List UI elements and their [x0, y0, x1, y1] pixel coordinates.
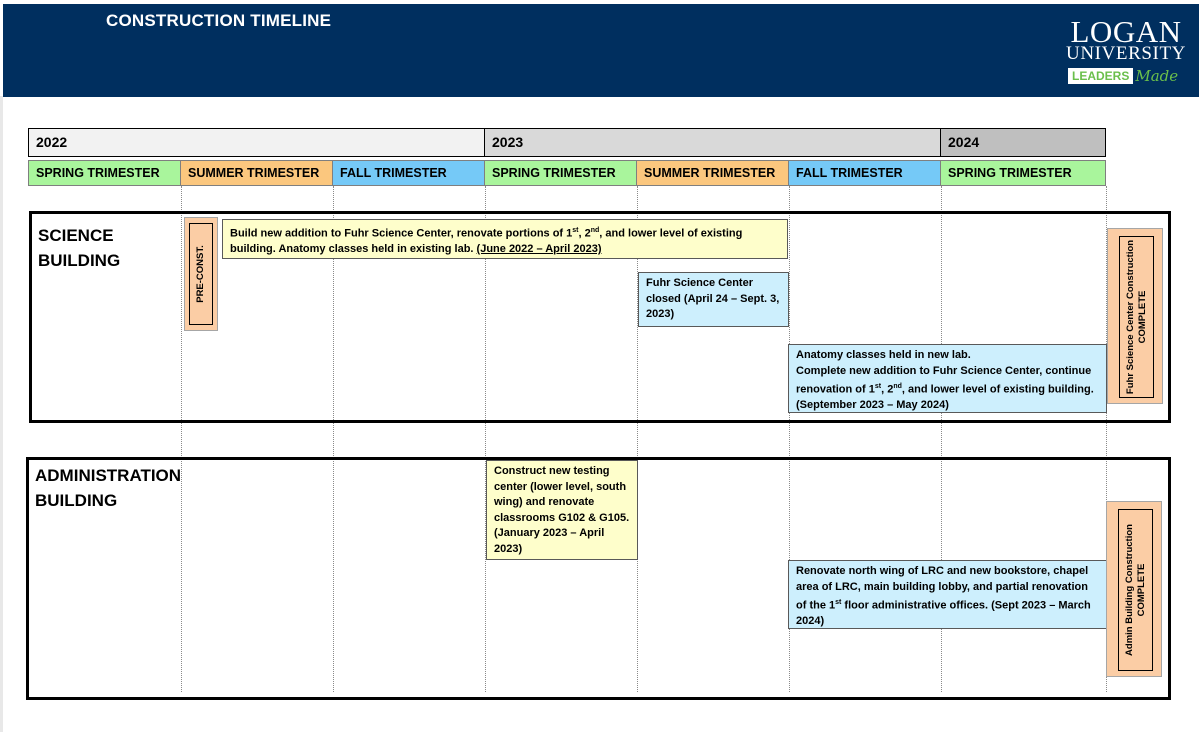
sup-st: st — [874, 383, 882, 390]
year-label: 2024 — [948, 134, 980, 150]
trimester-label: SUMMER TRIMESTER — [644, 166, 776, 180]
science-label-line2: BUILDING — [38, 251, 121, 270]
lrc-text: Renovate north wing of LRC and new bookstore, chapel area of LRC, main building lobby, and partial renovation of the 1 — [796, 565, 1089, 612]
trimester-label: FALL TRIMESTER — [796, 166, 903, 180]
year-label: 2023 — [492, 134, 524, 150]
trimester-summer-2023 — [636, 160, 789, 186]
newlab-dates: (September 2023 – May 2024) — [796, 399, 949, 412]
header-banner — [3, 4, 1199, 97]
admin-label-line1: ADMINISTRATION — [35, 466, 182, 485]
trimester-label: SPRING TRIMESTER — [36, 166, 160, 180]
addition-text: Build new addition to Fuhr Science Center, renovate portions of 1 — [230, 227, 573, 240]
sup-st: st — [572, 227, 579, 234]
logo-tag-made: Made — [1135, 67, 1179, 85]
admin-label-line2: BUILDING — [35, 491, 118, 510]
trimester-label: SPRING TRIMESTER — [492, 166, 616, 180]
science-newlab-box — [788, 344, 1107, 413]
addition-text: , 2 — [578, 227, 591, 240]
trimester-summer-2022 — [180, 160, 333, 186]
sup-st: st — [835, 599, 842, 606]
year-2023 — [484, 128, 941, 157]
trimester-label: FALL TRIMESTER — [340, 166, 447, 180]
science-complete-label — [1125, 240, 1149, 394]
year-2022 — [28, 128, 485, 157]
complete-line2: COMPLETE — [1135, 563, 1147, 617]
lrc-text: floor administrative offices. (Sept 2023 – March 2024) — [796, 599, 1091, 628]
science-complete-box — [1107, 228, 1163, 404]
trimester-label: SUMMER TRIMESTER — [188, 166, 320, 180]
addition-text: , and lower level of existing building. Anatomy classes held in existing lab. — [230, 227, 743, 256]
logo-wordmark-university: UNIVERSITY — [1066, 43, 1186, 64]
page-title: CONSTRUCTION TIMELINE — [106, 11, 332, 30]
trimester-spring-2024 — [940, 160, 1106, 186]
testing-text: Construct new testing center (lower level, south wing) and renovate classrooms G102 & G105. (January 2023 – April 2023) — [494, 465, 630, 555]
complete-line1: Fuhr Science Center Construction — [1124, 239, 1136, 395]
left-edge-divider — [0, 96, 3, 732]
preconst-inner — [189, 223, 213, 325]
science-label-line1: SCIENCE — [38, 226, 114, 245]
science-complete-inner — [1119, 236, 1154, 398]
year-2024 — [940, 128, 1106, 157]
admin-building-label — [35, 463, 181, 513]
trimester-label: SPRING TRIMESTER — [948, 166, 1072, 180]
trimester-spring-2022 — [28, 160, 181, 186]
year-label: 2022 — [36, 134, 68, 150]
logo-wordmark-logan: LOGAN — [1070, 14, 1182, 49]
admin-complete-inner — [1118, 509, 1153, 671]
logo-tagline — [1068, 67, 1178, 85]
trimester-fall-2022 — [332, 160, 485, 186]
admin-lrc-box — [788, 560, 1107, 629]
science-addition-box — [222, 219, 788, 259]
trimester-spring-2023 — [484, 160, 637, 186]
admin-complete-box — [1106, 501, 1162, 677]
newlab-line1: Anatomy classes held in new lab. — [796, 349, 971, 361]
admin-testing-box — [486, 460, 638, 560]
logan-university-logo — [1065, 16, 1187, 92]
complete-line1: Admin Building Construction — [1123, 524, 1135, 656]
logo-tag-leaders: LEADERS — [1068, 68, 1133, 84]
science-building-label — [38, 223, 120, 273]
newlab-text: , 2 — [881, 383, 894, 396]
addition-dates: (June 2022 – April 2023) — [476, 243, 602, 256]
science-closed-box — [638, 272, 789, 327]
preconst-box — [184, 217, 218, 331]
preconst-label: PRE-CONST. — [195, 245, 206, 303]
trimester-fall-2023 — [788, 160, 941, 186]
newlab-text: Complete new addition to Fuhr Science Center, continue renovation of 1 — [796, 364, 1092, 396]
admin-complete-label — [1124, 524, 1148, 656]
sup-nd: nd — [893, 383, 902, 390]
closed-text: Fuhr Science Center closed (April 24 – Sept. 3, 2023) — [646, 277, 780, 320]
complete-line2: COMPLETE — [1136, 290, 1148, 344]
newlab-body — [796, 364, 1099, 399]
sup-nd: nd — [590, 227, 600, 234]
newlab-text: , and lower level of existing building. — [901, 383, 1094, 396]
